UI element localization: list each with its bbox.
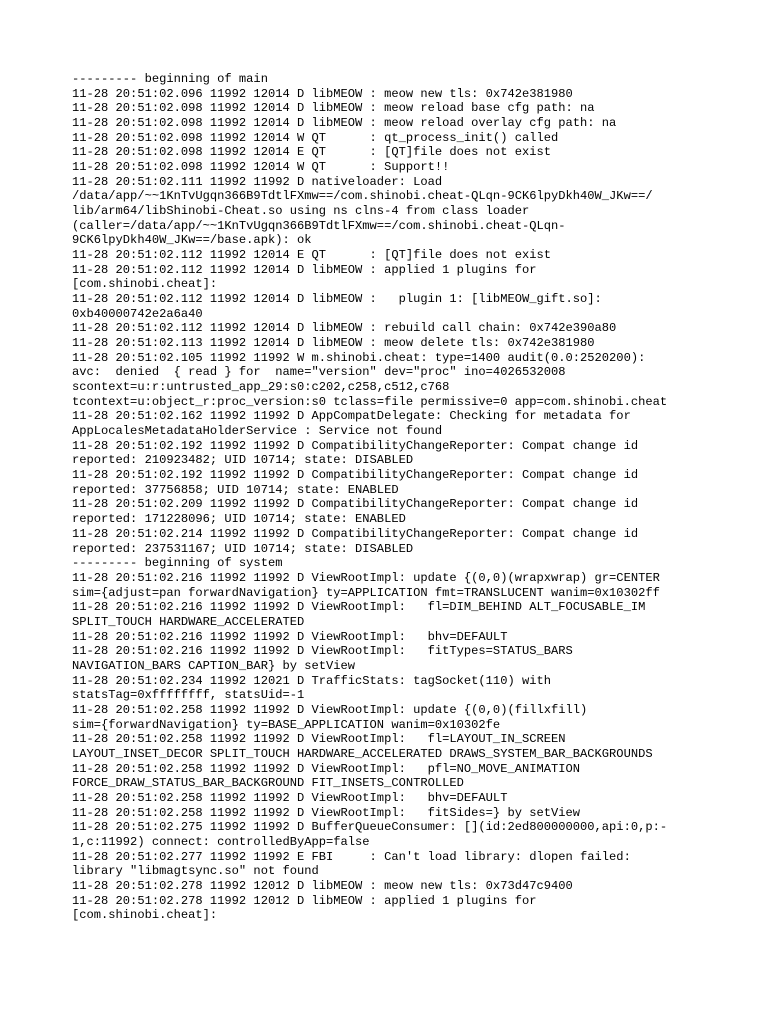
log-line: 11-28 20:51:02.112 11992 12014 D libMEOW : rebuild call chain: 0x742e390a80: [72, 321, 617, 336]
log-line: 11-28 20:51:02.258 11992 11992 D ViewRootImpl: bhv=DEFAULT: [72, 790, 508, 805]
log-line: 11-28 20:51:02.258 11992 11992 D ViewRootImpl: fitSides=} by setView: [72, 805, 581, 820]
log-line: 11-28 20:51:02.096 11992 12014 D libMEOW : meow new tls: 0x742e381980: [72, 86, 573, 101]
log-line: 11-28 20:51:02.098 11992 12014 W QT : qt_process_init() called: [72, 130, 559, 145]
log-line: 11-28 20:51:02.112 11992 12014 D libMEOW : applied 1 plugins for: [72, 262, 537, 277]
log-line: [com.shinobi.cheat]:: [72, 908, 218, 923]
log-line: AppLocalesMetadataHolderService : Service not found: [72, 424, 443, 439]
log-line: 11-28 20:51:02.113 11992 12014 D libMEOW : meow delete tls: 0x742e381980: [72, 336, 595, 351]
log-line: 11-28 20:51:02.216 11992 11992 D ViewRootImpl: fitTypes=STATUS_BARS: [72, 644, 573, 659]
log-line: 11-28 20:51:02.192 11992 11992 D CompatibilityChangeReporter: Compat change id: [72, 438, 639, 453]
log-line: FORCE_DRAW_STATUS_BAR_BACKGROUND FIT_INSETS_CONTROLLED: [72, 776, 464, 791]
log-line: scontext=u:r:untrusted_app_29:s0:c202,c258,c512,c768: [72, 380, 450, 395]
log-line: 11-28 20:51:02.234 11992 12021 D TrafficStats: tagSocket(110) with: [72, 673, 551, 688]
log-line: SPLIT_TOUCH HARDWARE_ACCELERATED: [72, 614, 305, 629]
log-line: 11-28 20:51:02.214 11992 11992 D CompatibilityChangeReporter: Compat change id: [72, 526, 639, 541]
log-document: [72, 72, 752, 923]
log-line: [com.shinobi.cheat]:: [72, 277, 218, 292]
log-line: 9CK6lpyDkh40W_JKw==/base.apk): ok: [72, 233, 312, 248]
log-line: 1,c:11992) connect: controlledByApp=false: [72, 834, 370, 849]
log-line: 11-28 20:51:02.258 11992 11992 D ViewRootImpl: update {(0,0)(fillxfill): [72, 702, 588, 717]
log-line: 11-28 20:51:02.275 11992 11992 D BufferQueueConsumer: [](id:2ed800000000,api:0,p:-: [72, 820, 668, 835]
log-line: 11-28 20:51:02.112 11992 12014 E QT : [QT]file does not exist: [72, 248, 551, 263]
log-line: 11-28 20:51:02.258 11992 11992 D ViewRootImpl: fl=LAYOUT_IN_SCREEN: [72, 732, 566, 747]
log-line: statsTag=0xffffffff, statsUid=-1: [72, 688, 305, 703]
log-line: 11-28 20:51:02.209 11992 11992 D CompatibilityChangeReporter: Compat change id: [72, 497, 639, 512]
log-line: --------- beginning of system: [72, 556, 283, 571]
log-line: reported: 171228096; UID 10714; state: ENABLED: [72, 512, 406, 527]
log-line: lib/arm64/libShinobi-Cheat.so using ns clns-4 from class loader: [72, 204, 530, 219]
log-line: 11-28 20:51:02.098 11992 12014 D libMEOW : meow reload overlay cfg path: na: [72, 116, 617, 131]
log-line: reported: 210923482; UID 10714; state: DISABLED: [72, 453, 414, 468]
log-line: LAYOUT_INSET_DECOR SPLIT_TOUCH HARDWARE_ACCELERATED DRAWS_SYSTEM_BAR_BACKGROUNDS: [72, 746, 653, 761]
log-line: 11-28 20:51:02.111 11992 11992 D nativeloader: Load: [72, 174, 443, 189]
log-line: library "libmagtsync.so" not found: [72, 864, 319, 879]
log-line: sim={adjust=pan forwardNavigation} ty=APPLICATION fmt=TRANSLUCENT wanim=0x10302ff: [72, 585, 660, 600]
log-line: 11-28 20:51:02.112 11992 12014 D libMEOW : plugin 1: [libMEOW_gift.so]:: [72, 292, 602, 307]
log-line: 11-28 20:51:02.105 11992 11992 W m.shinobi.cheat: type=1400 audit(0.0:2520200):: [72, 350, 646, 365]
log-line: avc: denied { read } for name="version" dev="proc" ino=4026532008: [72, 365, 566, 380]
log-line: tcontext=u:object_r:proc_version:s0 tclass=file permissive=0 app=com.shinobi.cheat: [72, 394, 668, 409]
log-line: NAVIGATION_BARS CAPTION_BAR} by setView: [72, 658, 356, 673]
log-line: 11-28 20:51:02.278 11992 12012 D libMEOW : meow new tls: 0x73d47c9400: [72, 878, 573, 893]
log-line: --------- beginning of main: [72, 72, 268, 86]
log-line: sim={forwardNavigation} ty=BASE_APPLICATION wanim=0x10302fe: [72, 717, 501, 732]
log-line: 11-28 20:51:02.216 11992 11992 D ViewRootImpl: bhv=DEFAULT: [72, 629, 508, 644]
log-line: 11-28 20:51:02.162 11992 11992 D AppCompatDelegate: Checking for metadata for: [72, 409, 631, 424]
log-line: 11-28 20:51:02.098 11992 12014 E QT : [QT]file does not exist: [72, 145, 551, 160]
log-line: 11-28 20:51:02.098 11992 12014 D libMEOW : meow reload base cfg path: na: [72, 101, 595, 116]
log-line: (caller=/data/app/~~1KnTvUgqn366B9TdtlFXmw==/com.shinobi.cheat-QLqn-: [72, 218, 566, 233]
log-line: reported: 237531167; UID 10714; state: DISABLED: [72, 541, 414, 556]
log-line: 11-28 20:51:02.216 11992 11992 D ViewRootImpl: fl=DIM_BEHIND ALT_FOCUSABLE_IM: [72, 600, 646, 615]
log-line: 11-28 20:51:02.258 11992 11992 D ViewRootImpl: pfl=NO_MOVE_ANIMATION: [72, 761, 581, 776]
log-line: /data/app/~~1KnTvUgqn366B9TdtlFXmw==/com.shinobi.cheat-QLqn-9CK6lpyDkh40W_JKw==/: [72, 189, 653, 204]
log-line: 11-28 20:51:02.098 11992 12014 W QT : Support!!: [72, 160, 450, 175]
log-line: 11-28 20:51:02.277 11992 11992 E FBI : Can't load library: dlopen failed:: [72, 849, 631, 864]
log-line: 11-28 20:51:02.216 11992 11992 D ViewRootImpl: update {(0,0)(wrapxwrap) gr=CENTER: [72, 570, 660, 585]
log-line: 0xb40000742e2a6a40: [72, 306, 203, 321]
log-line: 11-28 20:51:02.278 11992 12012 D libMEOW : applied 1 plugins for: [72, 893, 537, 908]
log-line: 11-28 20:51:02.192 11992 11992 D CompatibilityChangeReporter: Compat change id: [72, 468, 639, 483]
log-line: reported: 37756858; UID 10714; state: ENABLED: [72, 482, 399, 497]
